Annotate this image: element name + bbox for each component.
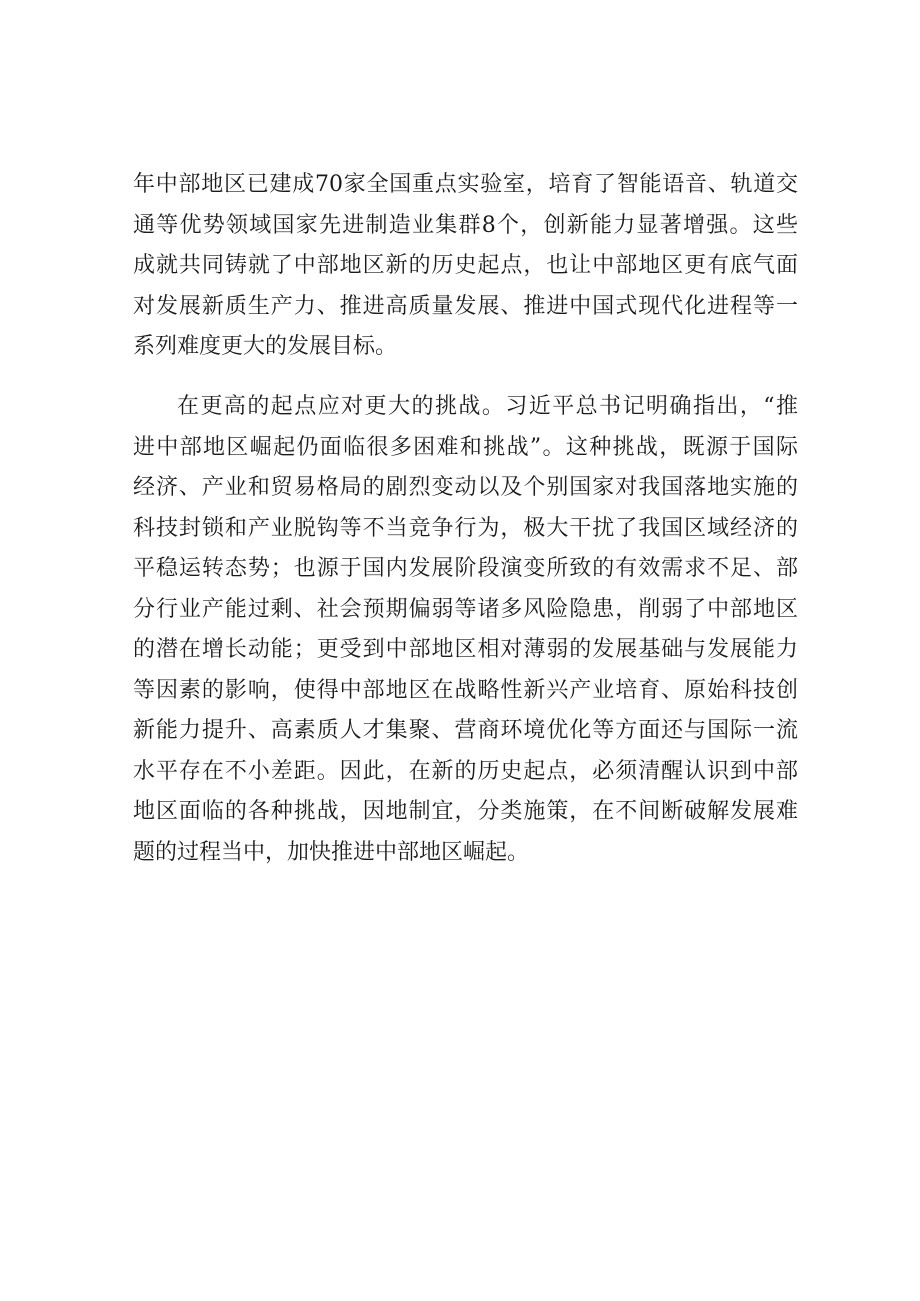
paragraph-line: 经济、产业和贸易格局的剧烈变动以及个别国家对我国落地实施的: [133, 475, 798, 500]
paragraph-line: 的潜在增长动能；更受到中部地区相对薄弱的发展基础与发展能力: [133, 637, 798, 662]
paragraph-line: 在更高的起点应对更大的挑战。习近平总书记明确指出，“推: [177, 394, 798, 419]
paragraph-line: 通等优势领域国家先进制造业集群8个，创新能力显著增强。这些: [133, 212, 798, 238]
paragraph-line: 等因素的影响，使得中部地区在战略性新兴产业培育、原始科技创: [133, 677, 798, 703]
paragraph-line: 平稳运转态势；也源于国内发展阶段演变所致的有效需求不足、部: [133, 556, 798, 581]
paragraph-line: 对发展新质生产力、推进高质量发展、推进中国式现代化进程等一: [133, 293, 798, 319]
paragraph-2: [133, 387, 798, 873]
paragraph-line: 地区面临的各种挑战，因地制宜，分类施策，在不间断破解发展难: [133, 799, 798, 824]
paragraph-line: 科技封锁和产业脱钩等不当竞争行为，极大干扰了我国区域经济的: [133, 515, 798, 541]
paragraph-line: 新能力提升、高素质人才集聚、营商环境优化等方面还与国际一流: [133, 718, 798, 743]
paragraph-line: 水平存在不小差距。因此，在新的历史起点，必须清醒认识到中部: [133, 758, 798, 784]
paragraph-line: 年中部地区已建成70家全国重点实验室，培育了智能语音、轨道交: [133, 172, 798, 197]
paragraph-1: [133, 165, 798, 368]
paragraph-line: 进中部地区崛起仍面临很多困难和挑战”。这种挑战，既源于国际: [133, 434, 798, 460]
paragraph-line: 题的过程当中，加快推进中部地区崛起。: [133, 839, 530, 865]
paragraph-line: 系列难度更大的发展目标。: [133, 334, 398, 359]
paragraph-line: 分行业产能过剩、社会预期偏弱等诸多风险隐患，削弱了中部地区: [133, 596, 798, 622]
paragraph-line: 成就共同铸就了中部地区新的历史起点，也让中部地区更有底气面: [133, 253, 798, 278]
